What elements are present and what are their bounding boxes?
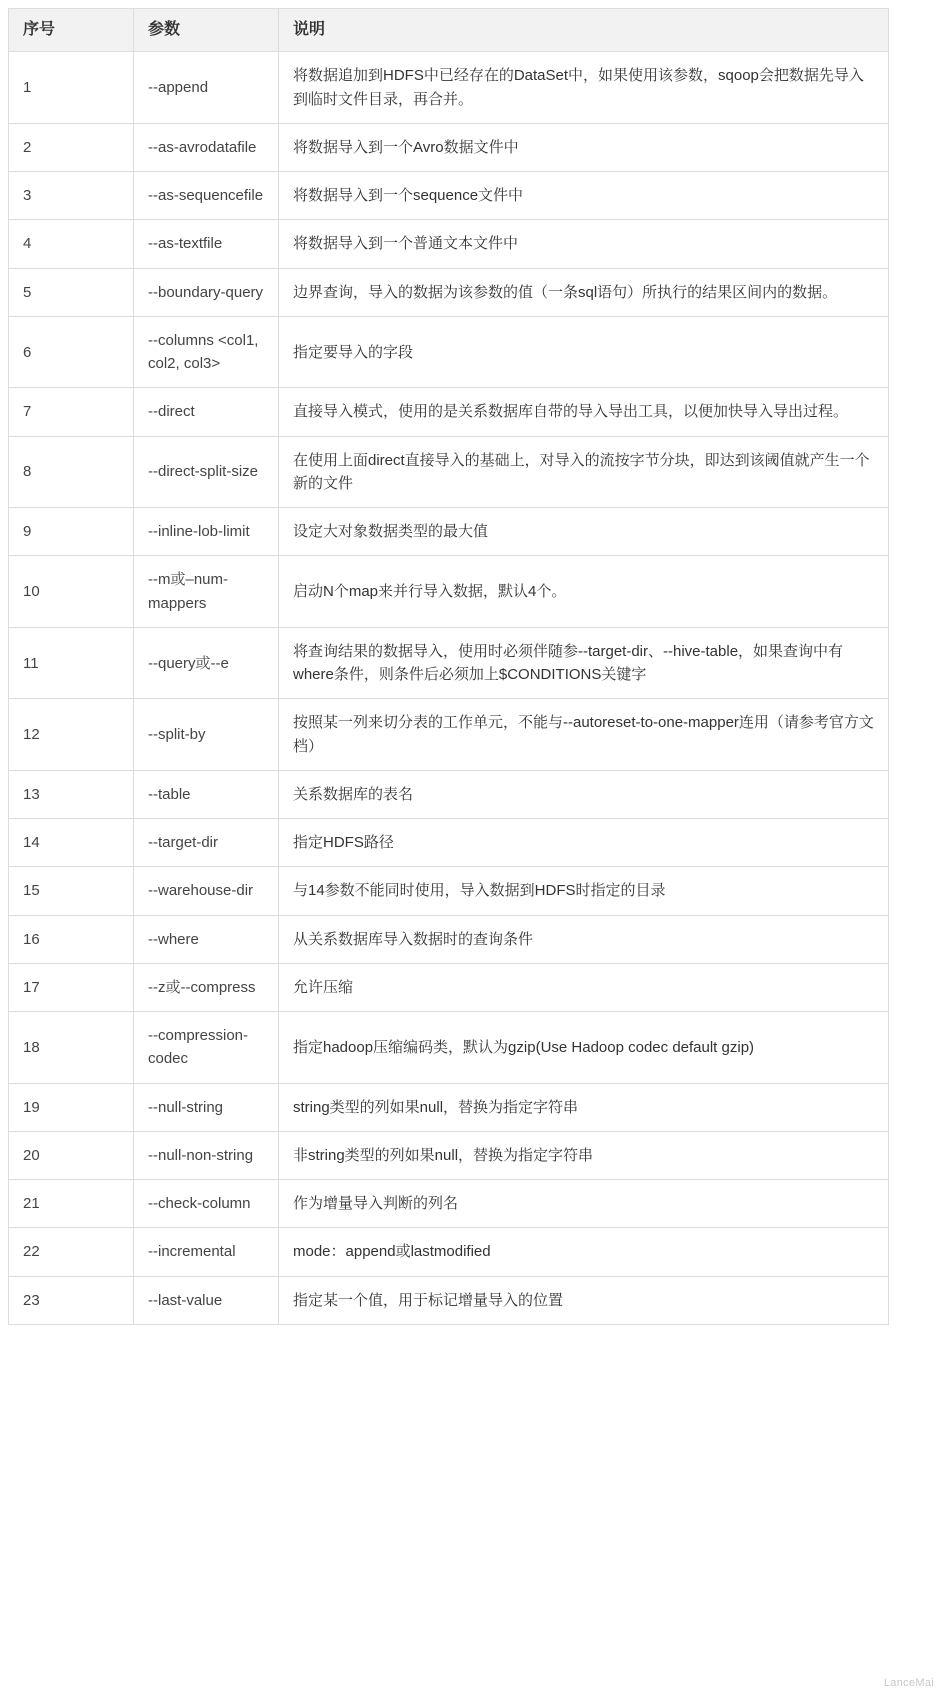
table-row: [9, 819, 889, 867]
table-row: [9, 1012, 889, 1084]
cell-parameter: --last-value: [134, 1276, 279, 1324]
column-header-index: 序号: [9, 9, 134, 52]
cell-index: 11: [9, 627, 134, 699]
cell-description: 非string类型的列如果null，替换为指定字符串: [279, 1131, 889, 1179]
cell-index: 1: [9, 52, 134, 124]
cell-index: 23: [9, 1276, 134, 1324]
cell-description: 将数据追加到HDFS中已经存在的DataSet中，如果使用该参数，sqoop会把数据先导入到临时文件目录，再合并。: [279, 52, 889, 124]
cell-description: 允许压缩: [279, 963, 889, 1011]
column-header-param: 参数: [134, 9, 279, 52]
table-row: [9, 220, 889, 268]
table-row: [9, 316, 889, 388]
cell-description: string类型的列如果null，替换为指定字符串: [279, 1083, 889, 1131]
cell-index: 9: [9, 508, 134, 556]
cell-parameter: --compression-codec: [134, 1012, 279, 1084]
cell-description: 将数据导入到一个普通文本文件中: [279, 220, 889, 268]
cell-description: 指定hadoop压缩编码类，默认为gzip(Use Hadoop codec default gzip): [279, 1012, 889, 1084]
cell-description: 作为增量导入判断的列名: [279, 1180, 889, 1228]
table-body: [9, 52, 889, 1325]
cell-index: 13: [9, 770, 134, 818]
table-row: [9, 172, 889, 220]
cell-parameter: --split-by: [134, 699, 279, 771]
cell-index: 4: [9, 220, 134, 268]
table-row: [9, 1276, 889, 1324]
cell-parameter: --check-column: [134, 1180, 279, 1228]
cell-index: 15: [9, 867, 134, 915]
cell-index: 5: [9, 268, 134, 316]
table-row: [9, 1131, 889, 1179]
cell-parameter: --direct: [134, 388, 279, 436]
cell-parameter: --as-textfile: [134, 220, 279, 268]
cell-index: 6: [9, 316, 134, 388]
table-row: [9, 123, 889, 171]
table-row: [9, 699, 889, 771]
table-row: [9, 508, 889, 556]
table-row: [9, 1083, 889, 1131]
table-row: [9, 627, 889, 699]
cell-parameter: --columns <col1, col2, col3>: [134, 316, 279, 388]
cell-description: 将数据导入到一个Avro数据文件中: [279, 123, 889, 171]
table-row: [9, 1228, 889, 1276]
cell-parameter: --warehouse-dir: [134, 867, 279, 915]
cell-description: 将数据导入到一个sequence文件中: [279, 172, 889, 220]
cell-parameter: --query或--e: [134, 627, 279, 699]
table-header: [9, 9, 889, 52]
cell-parameter: --null-non-string: [134, 1131, 279, 1179]
cell-parameter: --m或–num-mappers: [134, 556, 279, 628]
table-row: [9, 52, 889, 124]
cell-index: 12: [9, 699, 134, 771]
cell-description: 与14参数不能同时使用，导入数据到HDFS时指定的目录: [279, 867, 889, 915]
cell-index: 21: [9, 1180, 134, 1228]
cell-description: 直接导入模式，使用的是关系数据库自带的导入导出工具，以便加快导入导出过程。: [279, 388, 889, 436]
cell-parameter: --target-dir: [134, 819, 279, 867]
cell-description: 在使用上面direct直接导入的基础上，对导入的流按字节分块，即达到该阈值就产生一个新的文件: [279, 436, 889, 508]
table-row: [9, 915, 889, 963]
table-row: [9, 556, 889, 628]
cell-parameter: --z或--compress: [134, 963, 279, 1011]
cell-parameter: --incremental: [134, 1228, 279, 1276]
cell-parameter: --where: [134, 915, 279, 963]
table-header-row: [9, 9, 889, 52]
cell-description: 将查询结果的数据导入，使用时必须伴随参--target-dir、--hive-table，如果查询中有where条件，则条件后必须加上$CONDITIONS关键字: [279, 627, 889, 699]
cell-index: 14: [9, 819, 134, 867]
cell-parameter: --direct-split-size: [134, 436, 279, 508]
watermark: LanceMai: [883, 1677, 934, 1689]
sqoop-parameters-table: [8, 8, 889, 1325]
cell-description: 边界查询，导入的数据为该参数的值（一条sql语句）所执行的结果区间内的数据。: [279, 268, 889, 316]
cell-description: 指定要导入的字段: [279, 316, 889, 388]
cell-parameter: --as-sequencefile: [134, 172, 279, 220]
cell-index: 2: [9, 123, 134, 171]
table-row: [9, 867, 889, 915]
cell-index: 19: [9, 1083, 134, 1131]
cell-parameter: --as-avrodatafile: [134, 123, 279, 171]
cell-index: 3: [9, 172, 134, 220]
cell-index: 20: [9, 1131, 134, 1179]
cell-index: 18: [9, 1012, 134, 1084]
table-row: [9, 436, 889, 508]
cell-parameter: --null-string: [134, 1083, 279, 1131]
cell-parameter: --table: [134, 770, 279, 818]
cell-description: 按照某一列来切分表的工作单元，不能与--autoreset-to-one-mapper连用（请参考官方文档）: [279, 699, 889, 771]
table-row: [9, 1180, 889, 1228]
cell-index: 16: [9, 915, 134, 963]
table-row: [9, 963, 889, 1011]
cell-index: 22: [9, 1228, 134, 1276]
column-header-desc: 说明: [279, 9, 889, 52]
cell-parameter: --boundary-query: [134, 268, 279, 316]
cell-index: 8: [9, 436, 134, 508]
table-row: [9, 770, 889, 818]
cell-index: 7: [9, 388, 134, 436]
cell-description: 关系数据库的表名: [279, 770, 889, 818]
cell-index: 17: [9, 963, 134, 1011]
cell-description: mode：append或lastmodified: [279, 1228, 889, 1276]
cell-description: 指定HDFS路径: [279, 819, 889, 867]
cell-description: 设定大对象数据类型的最大值: [279, 508, 889, 556]
cell-description: 指定某一个值，用于标记增量导入的位置: [279, 1276, 889, 1324]
cell-parameter: --inline-lob-limit: [134, 508, 279, 556]
cell-index: 10: [9, 556, 134, 628]
cell-description: 启动N个map来并行导入数据，默认4个。: [279, 556, 889, 628]
cell-description: 从关系数据库导入数据时的查询条件: [279, 915, 889, 963]
table-row: [9, 268, 889, 316]
table-row: [9, 388, 889, 436]
cell-parameter: --append: [134, 52, 279, 124]
